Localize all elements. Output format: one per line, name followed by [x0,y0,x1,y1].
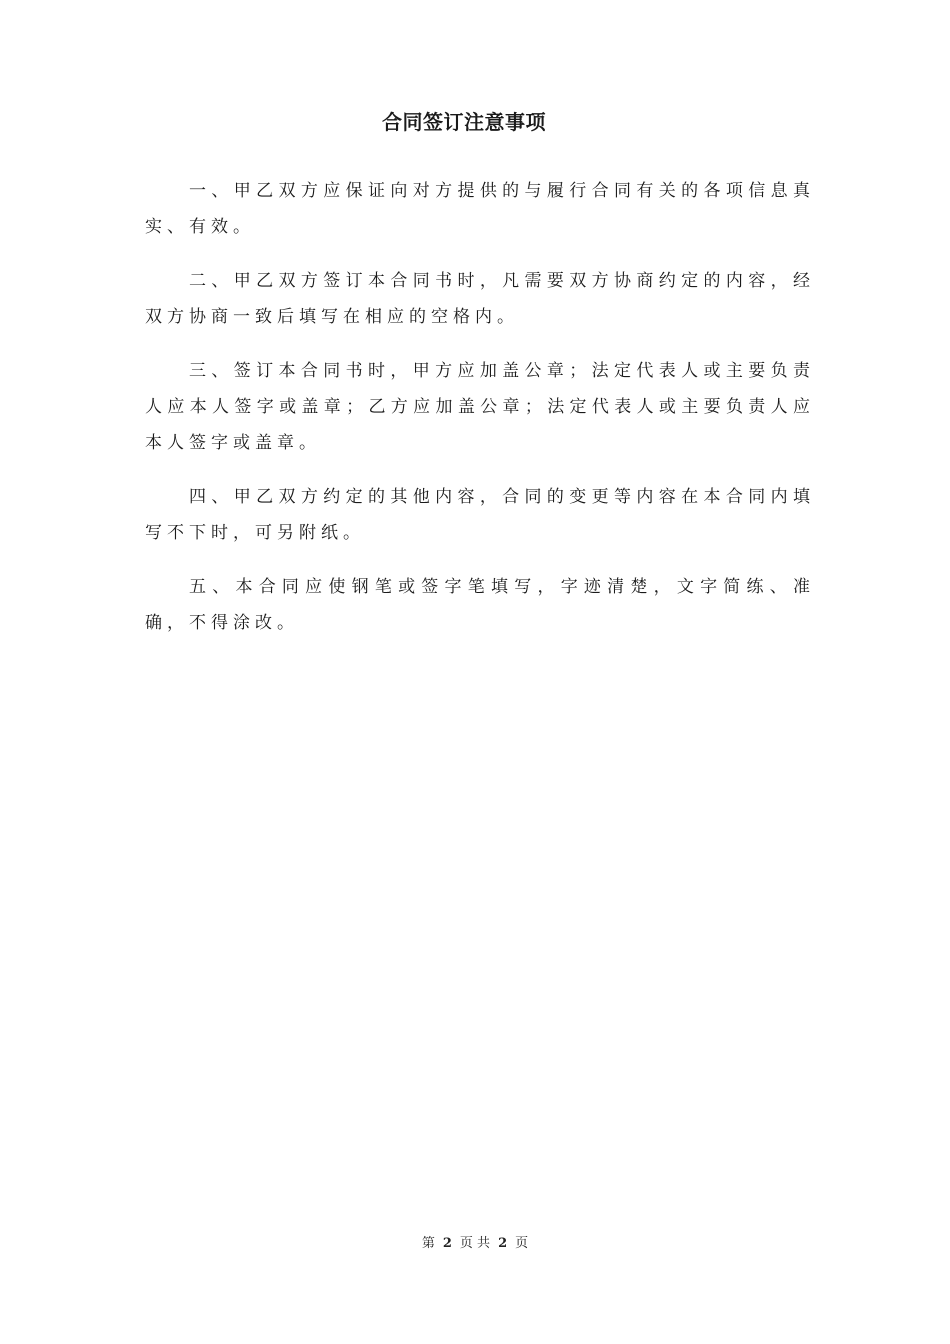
paragraph-3: 三、签订本合同书时，甲方应加盖公章；法定代表人或主要负责人应本人签字或盖章；乙方应加盖公章；法定代表人或主要负责人应本人签字或盖章。 [145,361,815,453]
document-body [145,173,815,659]
paragraph-5: 五、本合同应使钢笔或签字笔填写，字迹清楚，文字简练、准确，不得涂改。 [145,577,815,633]
paragraph-2: 二、甲乙双方签订本合同书时，凡需要双方协商约定的内容，经双方协商一致后填写在相应的空格内。 [145,271,815,327]
paragraph-1: 一、甲乙双方应保证向对方提供的与履行合同有关的各项信息真实、有效。 [145,181,815,237]
footer-middle: 页 共 [459,1236,491,1251]
footer-suffix: 页 [515,1236,529,1251]
footer-prefix: 第 [421,1236,435,1251]
paragraph-4: 四、甲乙双方约定的其他内容，合同的变更等内容在本合同内填写不下时，可另附纸。 [145,487,815,543]
page-footer [0,1233,950,1255]
footer-total-pages: 2 [498,1236,508,1251]
document-title: 合同签订注意事项 [382,110,546,134]
footer-current-page: 2 [442,1236,452,1251]
